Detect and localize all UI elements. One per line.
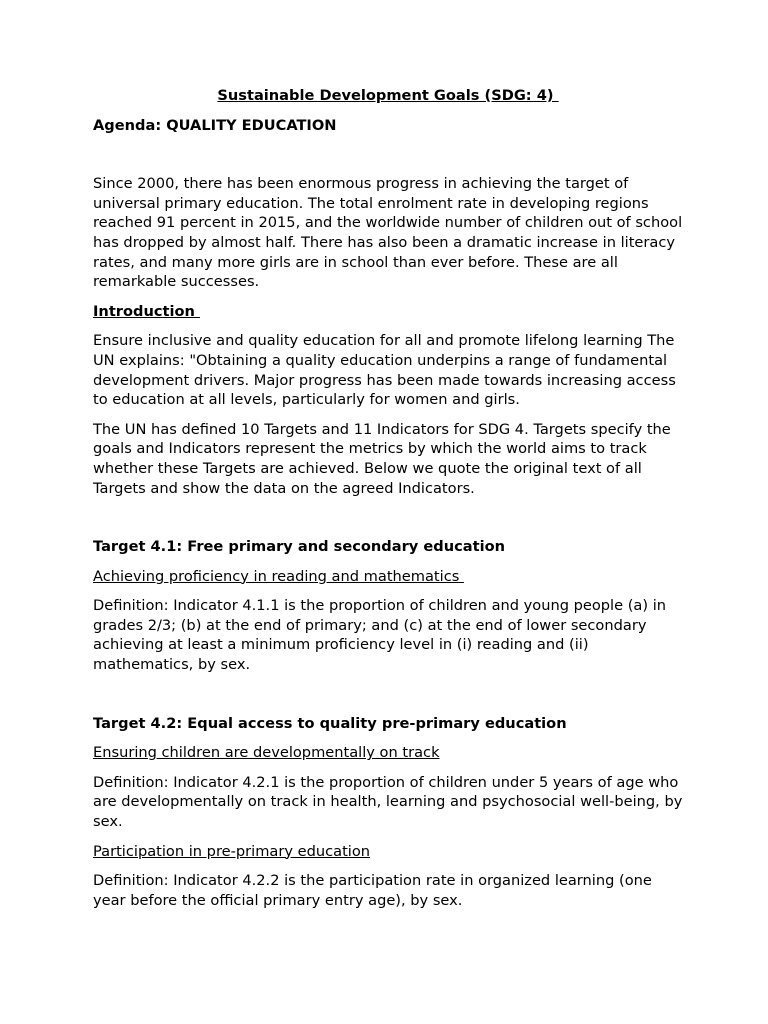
introduction-paragraph-2: The UN has defined 10 Targets and 11 Indicators for SDG 4. Targets specify the goals and Indicators represent the metrics by which the world aims to track whether these Targets are achieved. Below we quote the original text of all Targets and show the data on the agreed Indicators. bbox=[93, 420, 671, 497]
document-title: Sustainable Development Goals (SDG: 4) bbox=[217, 87, 559, 104]
introduction-heading: Introduction bbox=[93, 302, 200, 320]
intro-paragraph: Since 2000, there has been enormous progress in achieving the target of universal primary education. The total enrolment rate in developing regions reached 91 percent in 2015, and the worldwide number of children out of school has dropped by almost half. There has also been a dramatic increase in literacy rates, and many more girls are in school than ever before. These are all remarkable successes. bbox=[93, 175, 683, 291]
target-4-2-definition-1: Definition: Indicator 4.2.1 is the proportion of children under 5 years of age who are developmentally on track in health, learning and psychosocial well-being, by sex. bbox=[93, 773, 683, 831]
target-4-2-heading: Target 4.2: Equal access to quality pre-primary education bbox=[93, 714, 567, 732]
target-4-2-subheading-1: Ensuring children are developmentally on track bbox=[93, 744, 440, 762]
target-4-2-definition-2: Definition: Indicator 4.2.2 is the participation rate in organized learning (one year before the official primary entry age), by sex. bbox=[93, 872, 652, 909]
document-page bbox=[93, 86, 683, 920]
introduction-paragraph-1: Ensure inclusive and quality education for all and promote lifelong learning The UN explains: "Obtaining a quality education underpins a range of fundamental development drivers. Major progress has been made towards increasing access to education at all levels, particularly for women and girls. bbox=[93, 332, 676, 409]
target-4-1-heading: Target 4.1: Free primary and secondary education bbox=[93, 538, 506, 556]
target-4-1-subheading: Achieving proficiency in reading and mathematics bbox=[93, 567, 464, 585]
agenda-line: Agenda: QUALITY EDUCATION bbox=[93, 116, 337, 134]
target-4-2-subheading-2: Participation in pre-primary education bbox=[93, 842, 371, 860]
target-4-1-definition: Definition: Indicator 4.1.1 is the proportion of children and young people (a) in grades 2/3; (b) at the end of primary; and (c) at the end of lower secondary achieving at least a minimum proficiency level in (i) reading and (ii) mathematics, by sex. bbox=[93, 597, 667, 674]
